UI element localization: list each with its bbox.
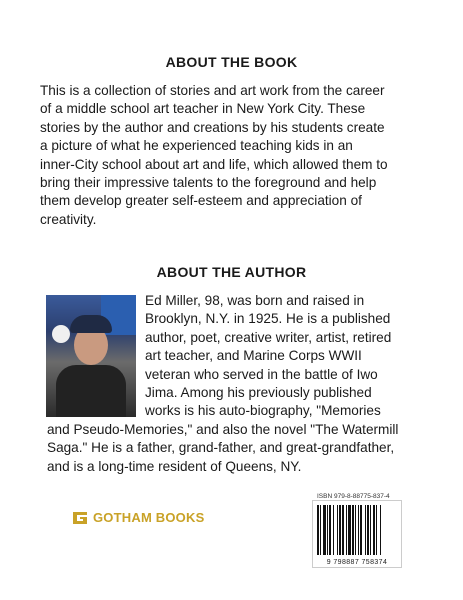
publisher-name: GOTHAM BOOKS — [93, 510, 205, 525]
gotham-logo-icon — [72, 511, 88, 525]
about-book-heading: ABOUT THE BOOK — [165, 54, 298, 70]
about-author-heading: ABOUT THE AUTHOR — [156, 264, 307, 280]
bio-line: works is his auto-biography, "Memories — [145, 403, 381, 419]
paragraph-line: inner-City school about art and life, which allowed them to — [40, 156, 388, 172]
paragraph-line: This is a collection of stories and art work from the career — [40, 83, 385, 98]
bio-line: Brooklyn, N.Y. in 1925. He is a published — [145, 311, 391, 327]
author-bio-side — [145, 292, 423, 421]
bio-line: Ed Miller, 98, was born and raised in — [145, 293, 365, 308]
bio-line: Jima. Among his previously published — [145, 385, 372, 401]
paragraph-line: stories by the author and creations by his students create — [40, 119, 385, 135]
about-book-paragraph — [40, 82, 424, 229]
paragraph-line: creativity. — [40, 211, 97, 227]
bio-line: veteran who served in the battle of Iwo — [145, 366, 378, 382]
isbn-label: ISBN 979-8-88775-837-4 — [317, 493, 390, 500]
bio-line: and Pseudo-Memories," and also the novel "The Watermill — [47, 422, 399, 437]
paragraph-line: a picture of what he experienced teaching kids in an — [40, 138, 353, 154]
bio-line: Saga." He is a father, grand-father, and great-grandfather, — [47, 440, 395, 456]
bio-line: art teacher, and Marine Corps WWII — [145, 348, 362, 364]
author-photo — [46, 295, 136, 417]
bio-line: author, poet, creative writer, artist, retired — [145, 329, 392, 345]
barcode-digits: 9 798887 758374 — [326, 559, 388, 566]
isbn-barcode — [312, 500, 402, 568]
publisher-logo — [72, 510, 204, 525]
paragraph-line: them develop greater self-esteem and appreciation of — [40, 193, 362, 209]
bio-line: and is a long-time resident of Queens, NY. — [47, 458, 302, 474]
paragraph-line: of a middle school art teacher in New York City. These — [40, 101, 366, 117]
barcode-icon — [317, 505, 397, 555]
paragraph-line: bring their impressive talents to the foreground and help — [40, 175, 377, 191]
author-bio-full — [47, 421, 423, 476]
